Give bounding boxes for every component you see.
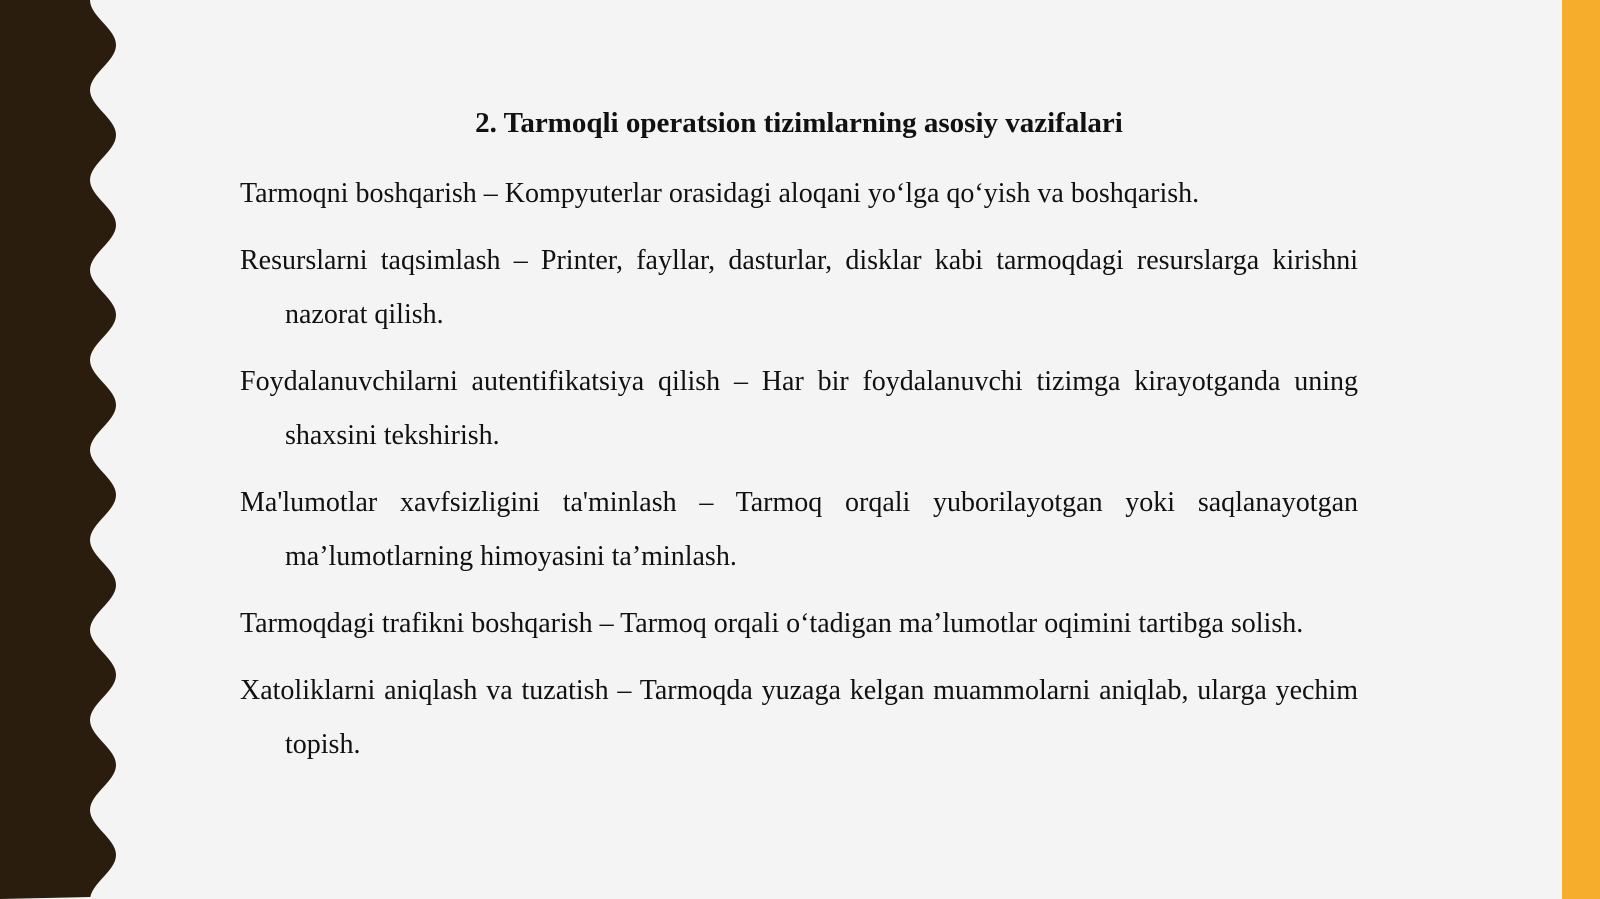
list-item: Tarmoqni boshqarish – Kompyuterlar orasidagi aloqani yo‘lga qo‘yish va boshqarish. bbox=[240, 178, 1200, 209]
orange-accent-bar bbox=[1562, 0, 1600, 899]
slide-title: 2. Tarmoqli operatsion tizimlarning asosiy vazifalari bbox=[475, 107, 1123, 139]
list-item: Ma'lumotlar xavfsizligini ta'minlash – Tarmoq orqali yuborilayotgan yoki saqlanayotgan ma’lumotlarning himoyasini ta’minlash. bbox=[240, 487, 1358, 572]
list-item: Resurslarni taqsimlash – Printer, fayllar, dasturlar, disklar kabi tarmoqdagi resurslarga kirishni nazorat qilish. bbox=[240, 245, 1358, 330]
wavy-dark-border-decoration bbox=[0, 0, 130, 899]
list-item: Foydalanuvchilarni autentifikatsiya qilish – Har bir foydalanuvchi tizimga kirayotganda uning shaxsini tekshirish. bbox=[240, 366, 1358, 451]
task-list bbox=[240, 167, 1358, 785]
list-item: Xatoliklarni aniqlash va tuzatish – Tarmoqda yuzaga kelgan muammolarni aniqlab, ularga yechim topish. bbox=[240, 675, 1358, 760]
list-item: Tarmoqdagi trafikni boshqarish – Tarmoq orqali o‘tadigan ma’lumotlar oqimini tartibga solish. bbox=[240, 608, 1304, 639]
